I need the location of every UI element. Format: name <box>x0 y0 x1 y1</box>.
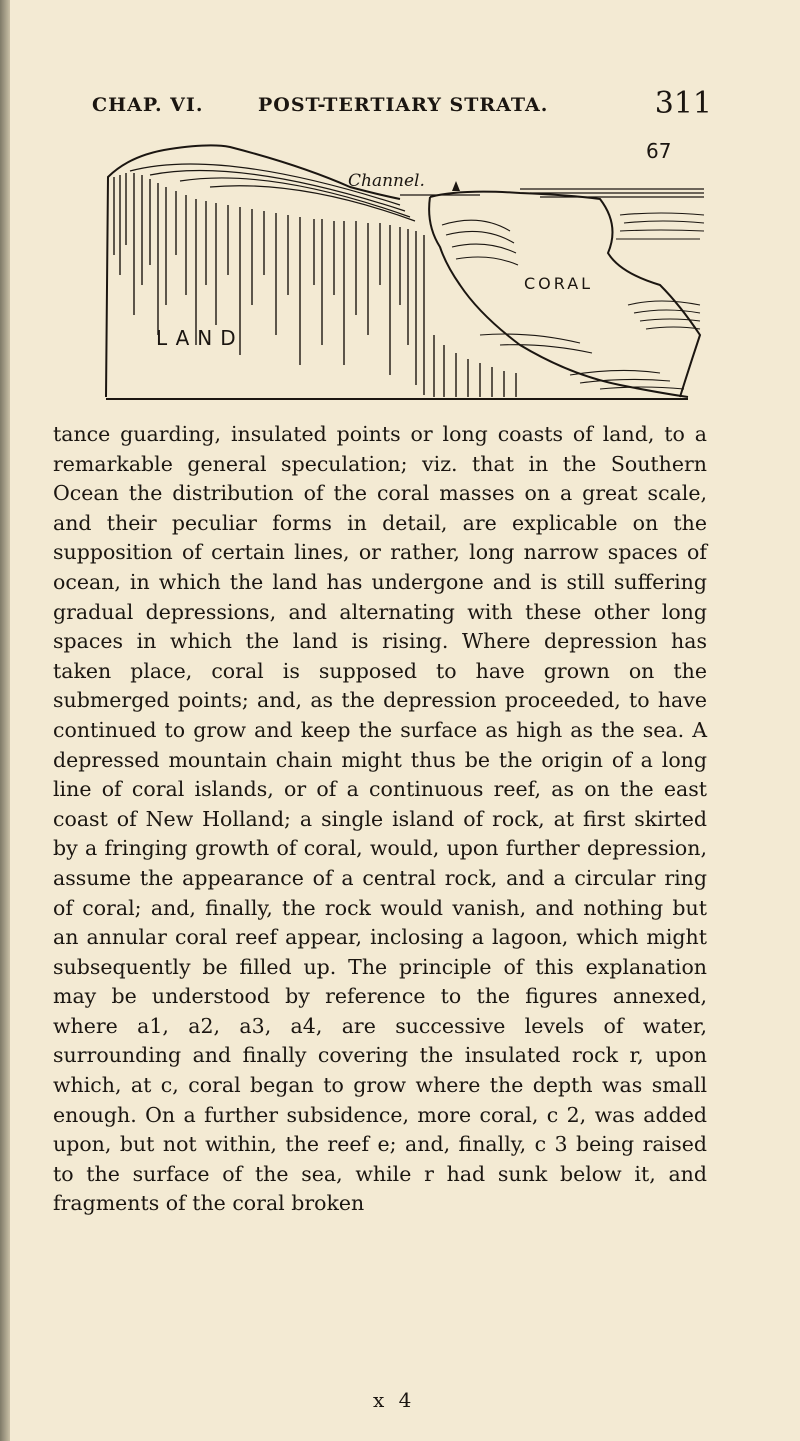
figure-number: 67 <box>646 139 672 163</box>
coral-label: CORAL <box>524 274 594 293</box>
section-title: POST-TERTIARY STRATA. <box>258 94 549 116</box>
land-label: LAND <box>156 326 244 350</box>
running-header <box>92 88 712 124</box>
channel-label: Channel. <box>348 171 425 191</box>
figure-67-coral-section <box>100 135 710 415</box>
body-text <box>53 420 707 1219</box>
chapter-label: CHAP. VI. <box>92 94 204 116</box>
signature-mark: x 4 <box>373 1388 416 1412</box>
page-number: 311 <box>654 86 712 121</box>
body-paragraph: tance guarding, insulated points or long coasts of land, to a remarkable general speculation; viz. that in the Southern Ocean the distribution of the coral masses on a great scale, and their peculiar forms in detail, are explicable on the supposition of certain lines, or rather, long narrow spaces of ocean, in which the land has undergone and is still suffering gradual depressions, and alternating with these other long spaces in which the land is rising. Where depression has taken place, coral is supposed to have grown on the submerged points; and, as the depression proceeded, to have continued to grow and keep the surface as high as the sea. A depressed mountain chain might thus be the origin of a long line of coral islands, or of a continuous reef, as on the east coast of New Holland; a single island of rock, at first skirted by a fringing growth of coral, would, upon further depression, assume the appearance of a central rock, and a circular ring of coral; and, finally, the rock would vanish, and nothing but an annular coral reef appear, inclosing a lagoon, which might subsequently be filled up. The principle of this explanation may be understood by reference to the figures annexed, where a1, a2, a3, a4, are successive levels of water, surrounding and finally covering the insulated rock r, upon which, at c, coral began to grow where the depth was small enough. On a further subsidence, more coral, c 2, was added upon, but not within, the reef e; and, finally, c 3 being raised to the surface of the sea, while r had sunk below it, and fragments of the coral broken <box>53 422 707 1216</box>
page-binding-edge <box>0 0 10 1441</box>
